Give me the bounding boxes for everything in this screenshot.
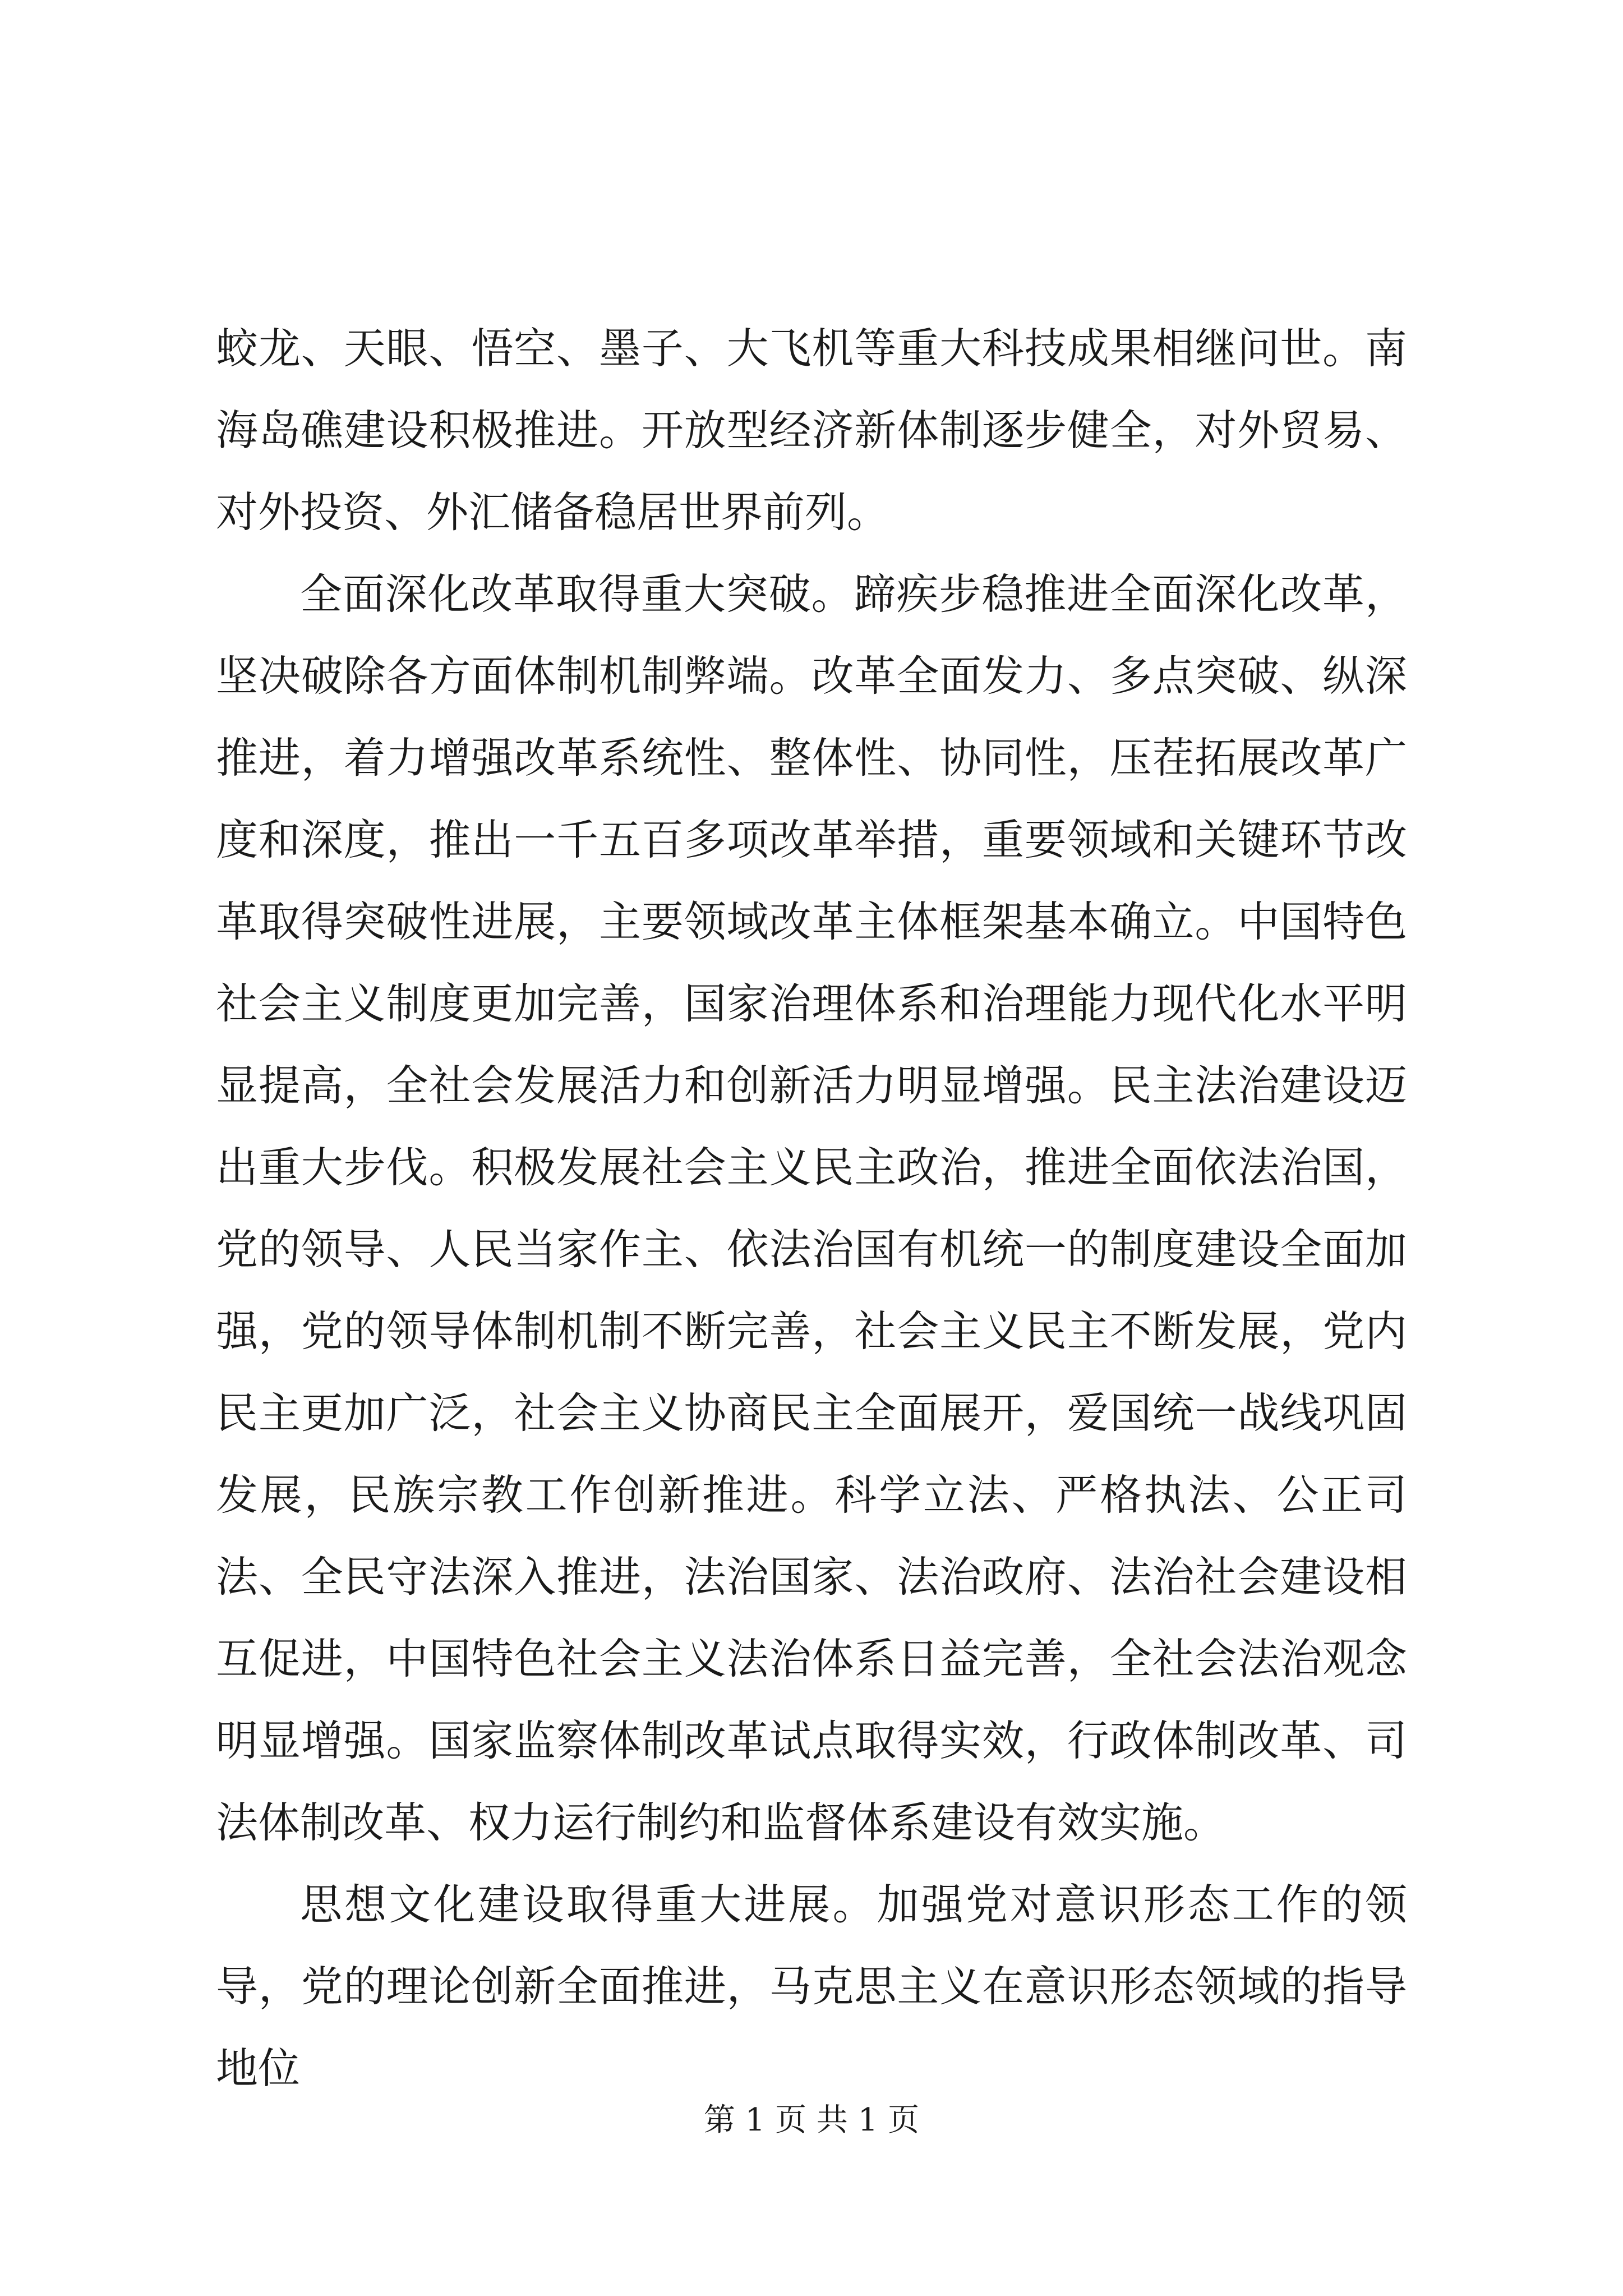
paragraph-2: 全面深化改革取得重大突破。蹄疾步稳推进全面深化改革，坚决破除各方面体制机制弊端。改革全面发力、多点突破、纵深推进，着力增强改革系统性、整体性、协同性，压茬拓展改革广度和深度，推出一千五百多项改革举措，重要领域和关键环节改革取得突破性进展，主要领域改革主体框架基本确立。中国特色社会主义制度更加完善，国家治理体系和治理能力现代化水平明显提高，全社会发展活力和创新活力明显增强。民主法治建设迈出重大步伐。积极发展社会主义民主政治，推进全面依法治国，党的领导、人民当家作主、依法治国有机统一的制度建设全面加强，党的领导体制机制不断完善，社会主义民主不断发展，党内民主更加广泛，社会主义协商民主全面展开，爱国统一战线巩固发展，民族宗教工作创新推进。科学立法、严格执法、公正司法、全民守法深入推进，法治国家、法治政府、法治社会建设相互促进，中国特色社会主义法治体系日益完善，全社会法治观念明显增强。国家监察体制改革试点取得实效，行政体制改革、司法体制改革、权力运行制约和监督体系建设有效实施。 bbox=[216, 569, 1407, 1847]
document-body bbox=[216, 307, 1407, 2109]
page-number-footer: 第 1 页 共 1 页 bbox=[703, 2102, 920, 2138]
paragraph-1: 蛟龙、天眼、悟空、墨子、大飞机等重大科技成果相继问世。南海岛礁建设积极推进。开放型经济新体制逐步健全，对外贸易、对外投资、外汇储备稳居世界前列。 bbox=[216, 324, 1407, 537]
paragraph-3: 思想文化建设取得重大进展。加强党对意识形态工作的领导，党的理论创新全面推进，马克思主义在意识形态领域的指导地位 bbox=[216, 1880, 1407, 2093]
